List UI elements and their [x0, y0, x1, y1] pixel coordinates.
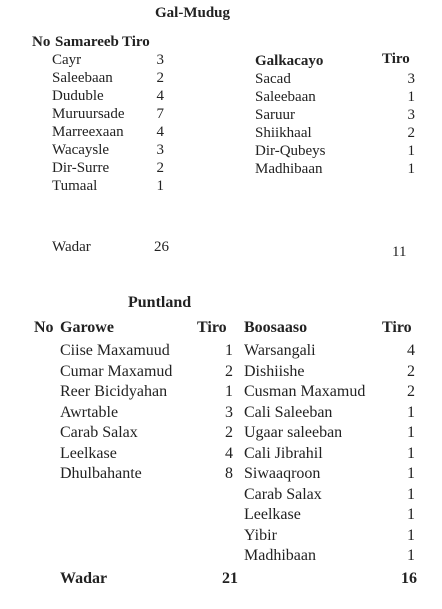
no-header: No — [32, 34, 51, 50]
boosaaso-row — [244, 464, 415, 485]
samareeb-total-value: 26 — [154, 239, 169, 255]
boosaaso-row-name: Cusman Maxamud — [244, 383, 366, 400]
garowe-row — [60, 382, 233, 403]
galkacayo-header: Galkacayo — [255, 53, 324, 69]
garowe-header: Garowe — [60, 319, 114, 336]
samareeb-row-name: Dir-Surre — [52, 160, 110, 176]
boosaaso-row-count: 1 — [407, 465, 415, 482]
boosaaso-row-count: 4 — [407, 342, 415, 359]
boosaaso-row-count: 1 — [407, 444, 415, 462]
samareeb-row — [52, 105, 164, 123]
boosaaso-row — [244, 546, 415, 567]
boosaaso-row — [244, 423, 415, 444]
samareeb-row — [52, 177, 164, 195]
samareeb-row-count: 4 — [156, 124, 164, 140]
galkacayo-row-count: 3 — [407, 71, 415, 87]
garowe-row-name: Dhulbahante — [60, 465, 142, 482]
garowe-row — [60, 362, 233, 383]
galkacayo-row-count: 2 — [407, 125, 415, 141]
section-title-galmudug: Gal-Mudug — [155, 5, 231, 21]
samareeb-row — [52, 69, 164, 87]
galkacayo-row — [255, 106, 415, 124]
boosaaso-row-name: Cali Jibrahil — [244, 444, 323, 462]
boosaaso-row — [244, 382, 415, 403]
samareeb-row-count: 7 — [156, 106, 164, 122]
galkacayo-list — [255, 70, 415, 178]
boosaaso-total-value: 16 — [401, 570, 417, 587]
galkacayo-row-name: Dir-Qubeys — [255, 143, 326, 159]
garowe-row-count: 1 — [225, 383, 233, 400]
garowe-row — [60, 464, 233, 485]
galkacayo-row-count: 1 — [407, 161, 415, 177]
garowe-row-count: 8 — [225, 465, 233, 482]
boosaaso-row-name: Yibir — [244, 526, 277, 544]
galkacayo-count-header: Tiro — [382, 51, 410, 67]
boosaaso-header: Boosaaso — [244, 319, 308, 336]
garowe-list — [60, 341, 233, 485]
boosaaso-row-name: Carab Salax — [244, 485, 322, 503]
garowe-row — [60, 403, 233, 424]
garowe-row — [60, 341, 233, 362]
boosaaso-row-count: 1 — [407, 424, 415, 441]
galkacayo-row-count: 1 — [407, 143, 415, 159]
galkacayo-row — [255, 160, 415, 178]
garowe-row-name: Ciise Maxamuud — [60, 342, 170, 359]
galkacayo-total-value: 11 — [392, 244, 407, 260]
boosaaso-row-count: 1 — [407, 403, 415, 421]
boosaaso-count-header: Tiro — [382, 319, 412, 336]
boosaaso-row-count: 1 — [407, 526, 415, 544]
samareeb-row-name: Muruursade — [52, 106, 125, 122]
garowe-row-name: Leelkase — [60, 444, 117, 462]
samareeb-row-count: 1 — [156, 178, 164, 194]
garowe-row-name: Awrtable — [60, 403, 119, 421]
boosaaso-row — [244, 485, 415, 506]
boosaaso-row-count: 1 — [407, 485, 415, 503]
samareeb-row-count: 2 — [156, 160, 164, 176]
samareeb-row-name: Marreexaan — [52, 124, 124, 140]
galkacayo-row-count: 1 — [407, 89, 415, 105]
garowe-row-name: Carab Salax — [60, 424, 138, 441]
boosaaso-row-name: Cali Saleeban — [244, 403, 333, 421]
galkacayo-row — [255, 88, 415, 106]
boosaaso-row-count: 1 — [407, 506, 415, 523]
boosaaso-row-count: 2 — [407, 362, 415, 380]
no-header-2: No — [34, 319, 54, 336]
boosaaso-row — [244, 341, 415, 362]
boosaaso-row-name: Ugaar saleeban — [244, 424, 343, 441]
garowe-row-count: 3 — [225, 403, 233, 421]
samareeb-list — [52, 51, 164, 195]
garowe-row-count: 2 — [225, 424, 233, 441]
samareeb-total-label: Wadar — [52, 239, 91, 255]
samareeb-row — [52, 51, 164, 69]
boosaaso-row — [244, 362, 415, 383]
boosaaso-row — [244, 403, 415, 424]
galkacayo-row-name: Shiikhaal — [255, 125, 312, 141]
boosaaso-row-name: Warsangali — [244, 342, 316, 359]
boosaaso-row-count: 2 — [407, 383, 415, 400]
samareeb-count-header: Tiro — [122, 34, 150, 50]
samareeb-row-count: 4 — [156, 88, 164, 104]
galkacayo-row — [255, 70, 415, 88]
boosaaso-row-count: 1 — [407, 547, 415, 564]
samareeb-row — [52, 159, 164, 177]
samareeb-row-name: Saleebaan — [52, 70, 113, 86]
boosaaso-list — [244, 341, 415, 567]
section-title-puntland: Puntland — [128, 294, 192, 311]
samareeb-row-count: 3 — [156, 52, 164, 68]
boosaaso-row — [244, 505, 415, 526]
garowe-total-value: 21 — [222, 570, 238, 587]
garowe-row-count: 1 — [225, 342, 233, 359]
garowe-row — [60, 444, 233, 465]
samareeb-row-name: Wacaysle — [52, 142, 110, 158]
samareeb-row-name: Cayr — [52, 52, 82, 68]
galkacayo-row-count: 3 — [407, 107, 415, 123]
boosaaso-row-name: Siwaaqroon — [244, 465, 321, 482]
garowe-row-count: 4 — [225, 444, 233, 462]
boosaaso-row — [244, 526, 415, 547]
boosaaso-row-name: Dishiishe — [244, 362, 305, 380]
samareeb-row — [52, 87, 164, 105]
garowe-total-label: Wadar — [60, 570, 108, 587]
galkacayo-row — [255, 124, 415, 142]
samareeb-row-name: Duduble — [52, 88, 104, 104]
samareeb-row-count: 3 — [156, 142, 164, 158]
samareeb-row-name: Tumaal — [52, 178, 98, 194]
galkacayo-row-name: Saruur — [255, 107, 295, 123]
boosaaso-row — [244, 444, 415, 465]
galkacayo-row-name: Madhibaan — [255, 161, 323, 177]
samareeb-header: Samareeb — [55, 34, 119, 50]
garowe-row-name: Cumar Maxamud — [60, 362, 173, 380]
galkacayo-row — [255, 142, 415, 160]
garowe-row-name: Reer Bicidyahan — [60, 383, 168, 400]
samareeb-row — [52, 141, 164, 159]
samareeb-row — [52, 123, 164, 141]
samareeb-row-count: 2 — [156, 70, 164, 86]
galkacayo-row-name: Sacad — [255, 71, 291, 87]
garowe-row — [60, 423, 233, 444]
garowe-row-count: 2 — [225, 362, 233, 380]
boosaaso-row-name: Leelkase — [244, 506, 301, 523]
boosaaso-row-name: Madhibaan — [244, 547, 316, 564]
galkacayo-row-name: Saleebaan — [255, 89, 316, 105]
garowe-count-header: Tiro — [197, 319, 227, 336]
